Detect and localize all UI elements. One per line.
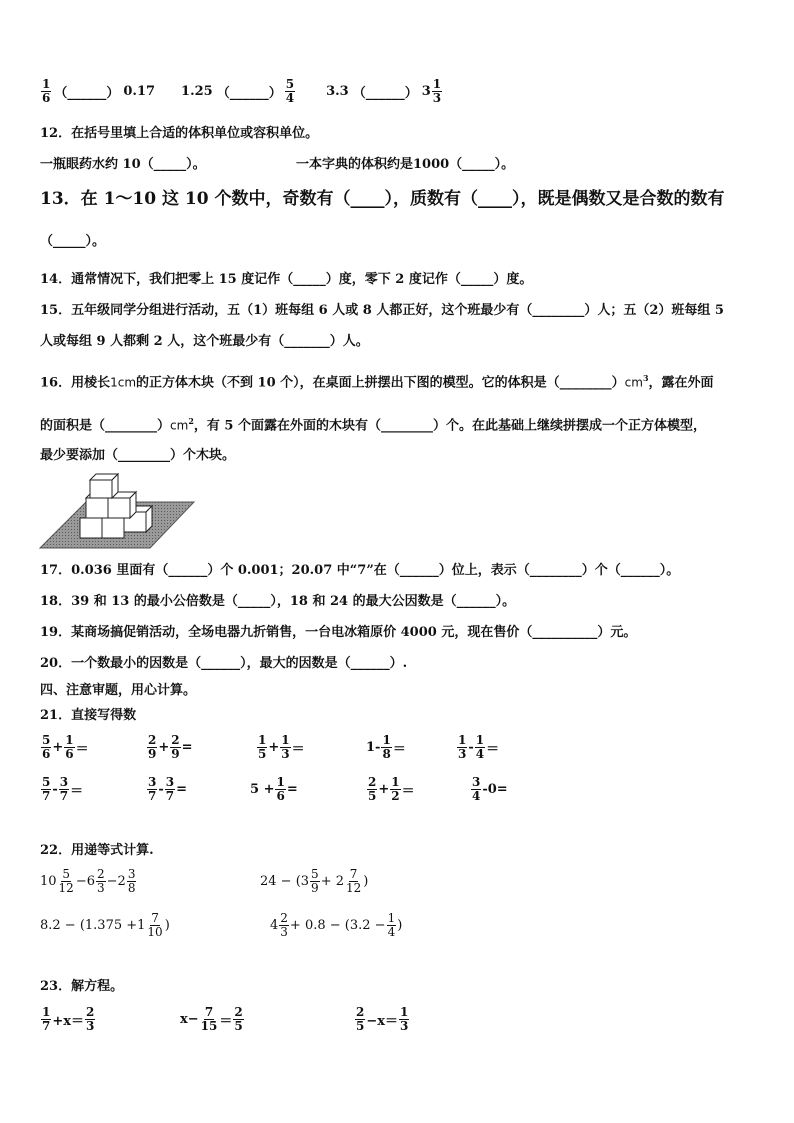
- q22-expr-a: 10 $\frac{5}{12}$ −6 $\frac{2}{3}$ −2 $\frac{3}{8}$: [40, 867, 136, 895]
- q22-title: 22．用递等式计算.: [40, 843, 154, 858]
- q16-line3: 最少要添加（________）个木块。: [40, 448, 236, 463]
- q15-line1: 15．五年级同学分组进行活动，五（1）班每组 6 人或 8 人都正好，这个班最少有（________）人；五（2）班每组 5: [40, 303, 724, 318]
- q21-expr-8: 5 + $\frac{1}{6}$ =: [250, 775, 298, 803]
- answer-blank: （______）: [54, 86, 120, 101]
- q21-expr-5: $\frac{1}{3}$ - $\frac{1}{4}$ ＝: [458, 733, 500, 761]
- q21-expr-1: $\frac{5}{6}$ + $\frac{1}{6}$ ＝: [42, 733, 89, 761]
- q23-equation-c: $\frac{2}{5}$ −x＝ $\frac{1}{3}$: [356, 1005, 409, 1033]
- q23-equation-a: $\frac{1}{7}$ +x＝ $\frac{2}{3}$: [42, 1005, 95, 1033]
- q21-expr-7: $\frac{3}{7}$ - $\frac{3}{7}$ =: [148, 775, 188, 803]
- q23-equation-b: x− $\frac{7}{15}$ ＝ $\frac{2}{5}$: [180, 1005, 243, 1033]
- q11-row: $\frac{1}{6}$ （______） 0.17 1.25 （______） $\frac{5}{4}$ 3.3 （______） 3 $\frac{1}{3}$: [42, 77, 442, 105]
- q22-expr-b: 24 − (3 $\frac{5}{9}$ + 2 $\frac{7}{12}$ ): [260, 867, 369, 895]
- q21-expr-4: 1- $\frac{1}{8}$ ＝: [366, 733, 406, 761]
- q16-line2: 的面积是$(\_\_\_\_\_\_\_\_)cm^2$，有 5 个面露在外面的木块有（________）个。在此基础上继续拼摆成一个正方体模型，: [40, 416, 706, 434]
- q14: 14．通常情况下，我们把零上 15 度记作（_____）度，零下 2 度记作（_____）度。: [40, 272, 533, 287]
- q21-expr-6: $\frac{5}{7}$ - $\frac{3}{7}$ ＝: [42, 775, 84, 803]
- q21-expr-10: $\frac{3}{4}$ -0=: [472, 775, 508, 803]
- answer-blank: （______）: [216, 86, 282, 101]
- q13-line1: 13．在 1～10 这 10 个数中，奇数有（____），质数有（____），既是偶数又是合数的数有: [40, 189, 725, 209]
- cubes: [80, 474, 152, 538]
- answer-blank: （______）: [352, 86, 418, 101]
- q21-expr-3: $\frac{1}{5}$ + $\frac{1}{3}$ ＝: [258, 733, 305, 761]
- q21-expr-9: $\frac{2}{5}$ + $\frac{1}{2}$ ＝: [368, 775, 415, 803]
- q20: 20．一个数最小的因数是（______），最大的因数是（______）.: [40, 656, 408, 671]
- q12-title: 12．在括号里填上合适的体积单位或容积单位。: [40, 126, 319, 141]
- q12-a: 一瓶眼药水约 10（_____）。: [40, 157, 206, 172]
- q22-expr-c: 8.2 − (1.375 +1 $\frac{7}{10}$ ): [40, 911, 170, 939]
- q17: 17．0.036 里面有（______）个 0.001；20.07 中“7”在（______）位上，表示（________）个（______）。: [40, 563, 680, 578]
- q15-line2: 人或每组 9 人都剩 2 人，这个班最少有（_______）人。: [40, 334, 369, 349]
- q22-expr-d: 4 $\frac{2}{3}$ + 0.8 − (3.2 − $\frac{1}{4}$ ): [270, 911, 403, 939]
- q18: 18．39 和 13 的最小公倍数是（_____），18 和 24 的最大公因数是（______）。: [40, 594, 516, 609]
- q13-line2: （_____）。: [40, 234, 106, 249]
- q21-expr-2: $\frac{2}{9}$ + $\frac{2}{9}$ =: [148, 733, 193, 761]
- fraction: $\frac{1}{6}$: [42, 77, 51, 105]
- q23-title: 23．解方程。: [40, 979, 124, 994]
- cube-model-figure: [38, 472, 196, 552]
- q12-b: 一本字典的体积约是1000（_____）。: [296, 157, 515, 172]
- q16-line1: 16．用棱长1cm的正方体木块（不到 10 个），在桌面上拼摆出下图的模型。它的体积是$(\_\_\_\_\_\_\_\_)cm^3$，露在外面: [40, 373, 714, 391]
- q19: 19．某商场搞促销活动，全场电器九折销售，一台电冰箱原价 4000 元，现在售价（__________）元。: [40, 625, 637, 640]
- section-heading: 四、注意审题，用心计算。: [40, 683, 197, 698]
- q21-title: 21．直接写得数: [40, 708, 137, 723]
